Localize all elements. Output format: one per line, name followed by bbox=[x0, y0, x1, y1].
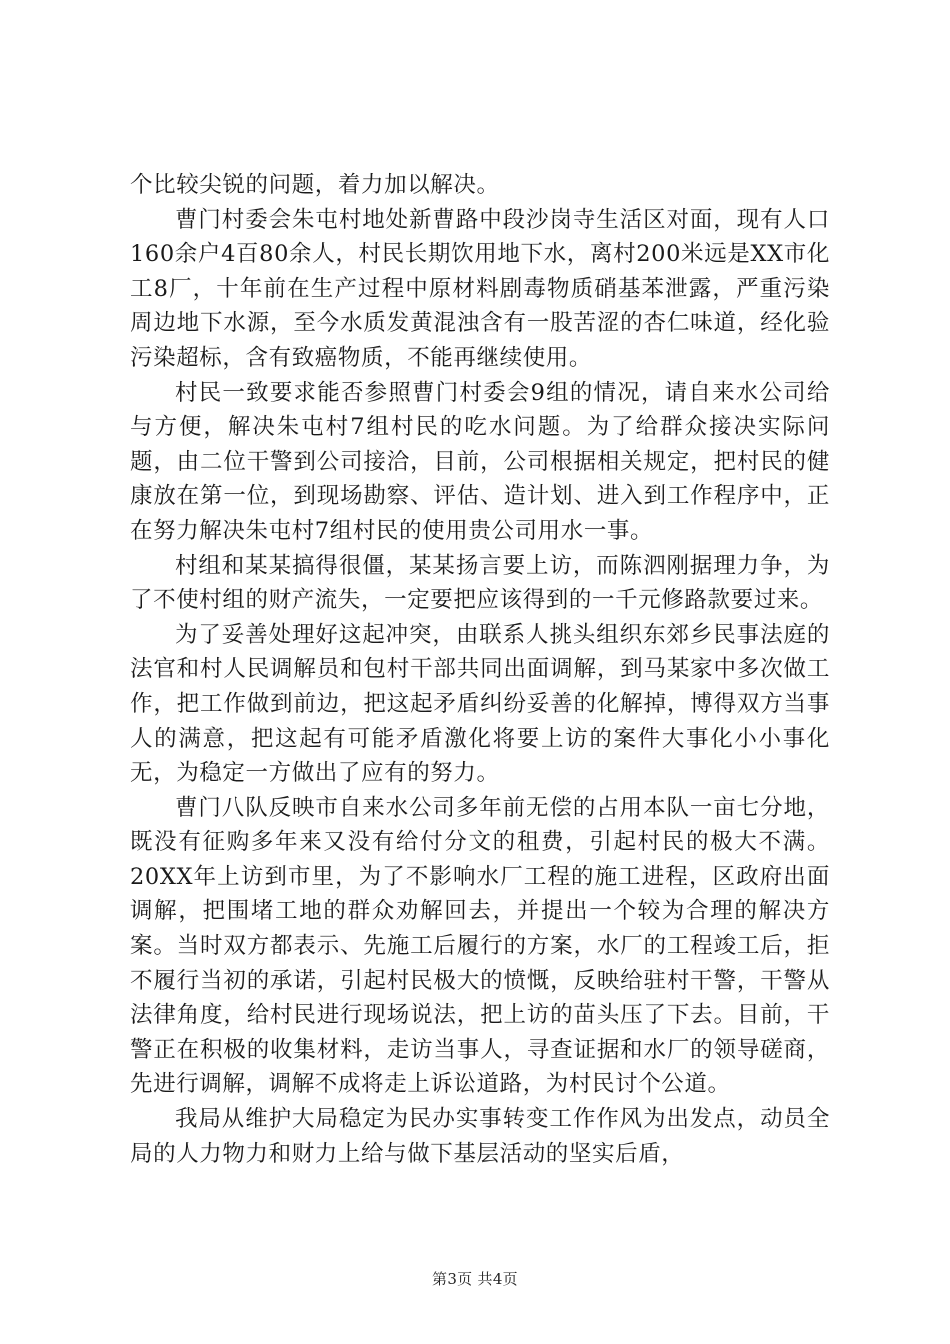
paragraph-4: 村组和某某搞得很僵，某某扬言要上访，而陈泗刚据理力争，为了不使村组的财产流失，一定要把应该得到的一千元修路款要过来。 bbox=[130, 552, 830, 614]
paragraph-1: 个比较尖锐的问题，着力加以解决。 bbox=[130, 172, 500, 198]
paragraph-6: 曹门八队反映市自来水公司多年前无偿的占用本队一亩七分地，既没有征购多年来又没有给付分文的租费，引起村民的极大不满。20XX年上访到市里，为了不影响水厂工程的施工进程，区政府出面调解，把围堵工地的群众劝解回去，并提出一个较为合理的解决方案。当时双方都表示、先施工后履行的方案，水厂的工程竣工后，拒不履行当初的承诺，引起村民极大的愤慨，反映给驻村干警，干警从法律角度，给村民进行现场说法，把上访的苗头压了下去。目前，干警正在积极的收集材料，走访当事人，寻查证据和水厂的领导磋商，先进行调解，调解不成将走上诉讼道路，为村民讨个公道。 bbox=[130, 794, 830, 1098]
paragraph-3: 村民一致要求能否参照曹门村委会9组的情况，请自来水公司给与方便，解决朱屯村7组村民的吃水问题。为了给群众接决实际问题，由二位干警到公司接洽，目前，公司根据相关规定，把村民的健康放在第一位，到现场勘察、评估、造计划、进入到工作程序中，正在努力解决朱屯村7组村民的使用贵公司用水一事。 bbox=[130, 379, 830, 544]
document-body bbox=[130, 168, 830, 1171]
page-number-footer: 第3页 共4页 bbox=[432, 1270, 518, 1288]
paragraph-7: 我局从维护大局稳定为民办实事转变工作作风为出发点，动员全局的人力物力和财力上给与做下基层活动的坚实后盾， bbox=[130, 1106, 830, 1167]
paragraph-2: 曹门村委会朱屯村地处新曹路中段沙岗寺生活区对面，现有人口160余户4百80余人，村民长期饮用地下水，离村200米远是XX市化工8厂，十年前在生产过程中原材料剧毒物质硝基苯泄露，严重污染周边地下水源，至今水质发黄混浊含有一股苦涩的杏仁味道，经化验污染超标，含有致癌物质，不能再继续使用。 bbox=[130, 206, 830, 371]
paragraph-5: 为了妥善处理好这起冲突，由联系人挑头组织东郊乡民事法庭的法官和村人民调解员和包村干部共同出面调解，到马某家中多次做工作，把工作做到前边，把这起矛盾纠纷妥善的化解掉，博得双方当事人的满意，把这起有可能矛盾激化将要上访的案件大事化小小事化无，为稳定一方做出了应有的努力。 bbox=[130, 621, 830, 787]
